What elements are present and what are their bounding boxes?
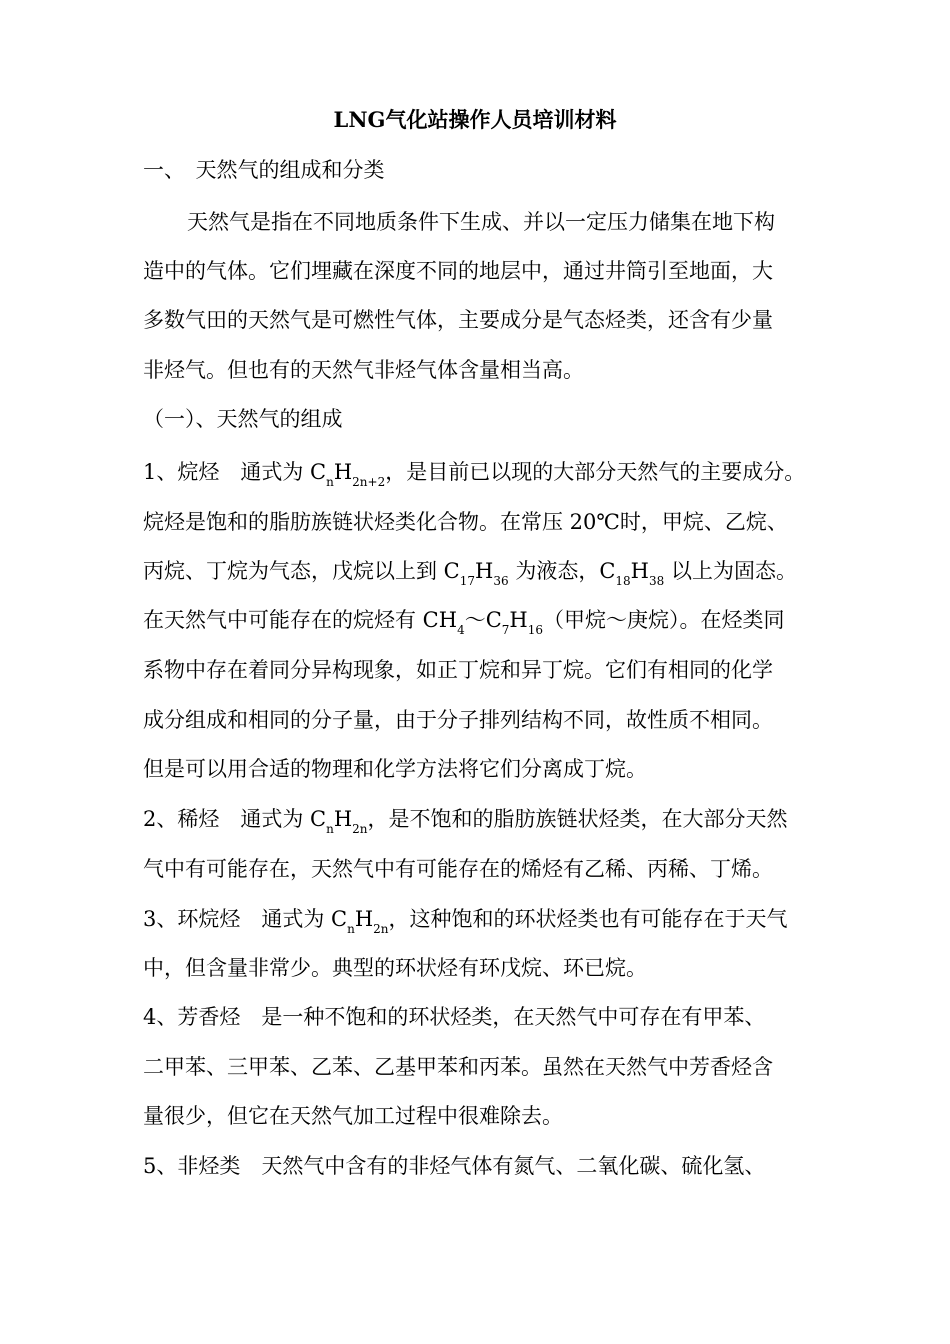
item1-line-1: 1、烷烃 通式为 $C_nH_{2n+2}$，是目前已以现的大部分天然气的主要成分。 — [143, 460, 806, 489]
item2-line-1: 2、稀烃 通式为 $C_nH_{2n}$，是不饱和的脂肪族链状烃类，在大部分天然 — [143, 807, 788, 836]
intro-line-1: 天然气是指在不同地质条件下生成、并以一定压力储集在地下构 — [187, 210, 775, 234]
document-title: LNG气化站操作人员培训材料 — [333, 107, 617, 132]
item4-line-2: 二甲苯、三甲苯、乙苯、乙基甲苯和丙苯。虽然在天然气中芳香烃含 — [143, 1055, 773, 1079]
item2-line-2: 气中有可能存在，天然气中有可能存在的烯烃有乙稀、丙稀、丁烯。 — [143, 857, 773, 881]
item1-line-4: 在天然气中可能存在的烷烃有 $CH_4\sim C_7H_{16}$（甲烷～庚烷）。在烃类同 — [143, 608, 785, 637]
item1-line-5: 系物中存在着同分异构现象，如正丁烷和异丁烷。它们有相同的化学 — [143, 658, 773, 682]
item4-line-1: 4、芳香烃 是一种不饱和的环状烃类，在天然气中可存在有甲苯、 — [143, 1005, 766, 1029]
item1-line-6: 成分组成和相同的分子量，由于分子排列结构不同，故性质不相同。 — [143, 708, 773, 732]
intro-line-3: 多数气田的天然气是可燃性气体，主要成分是气态烃类，还含有少量 — [143, 308, 773, 332]
item3-line-2: 中，但含量非常少。典型的环状烃有环戊烷、环已烷。 — [143, 956, 647, 980]
intro-line-2: 造中的气体。它们埋藏在深度不同的地层中，通过井筒引至地面，大 — [143, 259, 773, 283]
item4-line-3: 量很少，但它在天然气加工过程中很难除去。 — [143, 1104, 563, 1128]
item3-line-1: 3、环烷烃 通式为 $C_nH_{2n}$，这种饱和的环状烃类也有可能存在于天气 — [143, 907, 788, 936]
item1-line-2: 烷烃是饱和的脂肪族链状烃类化合物。在常压 20℃时，甲烷、乙烷、 — [143, 510, 788, 534]
intro-line-4: 非烃气。但也有的天然气非烃气体含量相当高。 — [143, 358, 584, 382]
section-heading: 一、 天然气的组成和分类 — [143, 158, 385, 182]
item1-line-7: 但是可以用合适的物理和化学方法将它们分离成丁烷。 — [143, 757, 647, 781]
item1-line-3: 丙烷、丁烷为气态，戊烷以上到 $C_{17}H_{36}$ 为液态，$C_{18}H_{38}$ 以上为固态。 — [143, 559, 797, 588]
item5-line-1: 5、非烃类 天然气中含有的非烃气体有氮气、二氧化碳、硫化氢、 — [143, 1154, 766, 1178]
subsection-heading: （一）、天然气的组成 — [143, 407, 343, 431]
